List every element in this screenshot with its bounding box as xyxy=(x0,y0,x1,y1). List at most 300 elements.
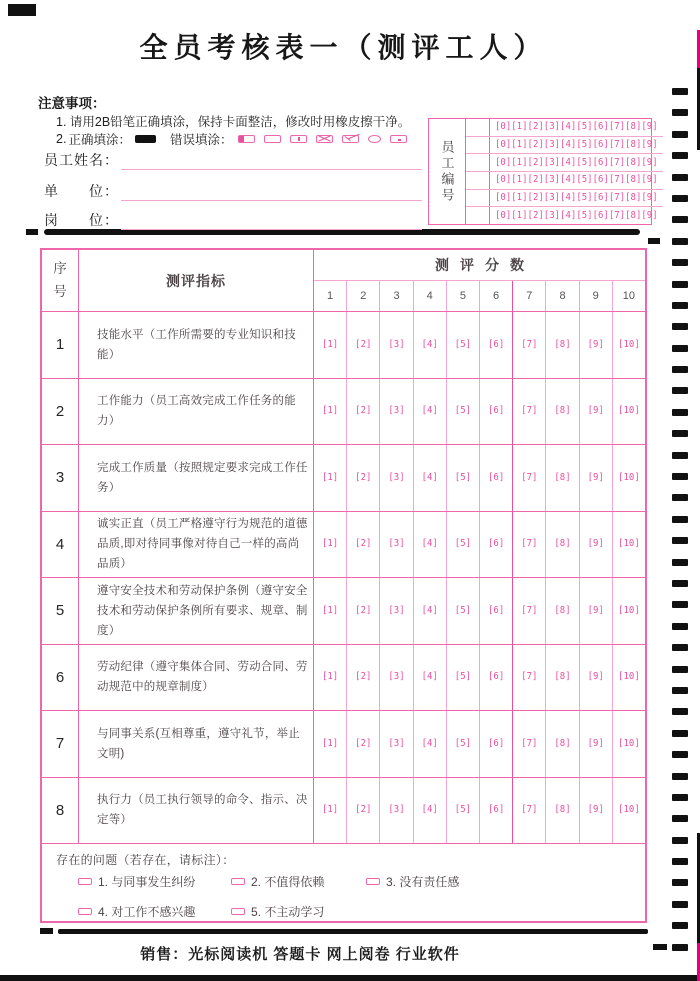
problem-option xyxy=(231,903,324,920)
employee-id-bubble-strip xyxy=(490,207,663,224)
score-bubble[interactable]: [7] xyxy=(521,472,538,484)
score-cell xyxy=(512,445,545,511)
score-cell xyxy=(379,445,412,511)
timing-mark xyxy=(672,323,688,330)
score-bubble[interactable]: [4] xyxy=(421,405,438,417)
score-bubble[interactable]: [7] xyxy=(521,738,538,750)
score-bubble[interactable]: [4] xyxy=(421,804,438,816)
score-bubble[interactable]: [9] xyxy=(587,605,604,617)
score-bubble[interactable]: [5] xyxy=(454,671,472,683)
employee-name-label: 员工姓名： xyxy=(44,152,119,168)
employee-id-bubble[interactable]: [8] xyxy=(625,139,642,151)
score-cell xyxy=(413,645,446,711)
employee-id-bubble[interactable]: [4] xyxy=(560,121,577,133)
table-row xyxy=(42,778,645,845)
employee-id-bubble[interactable]: [3] xyxy=(543,210,561,222)
score-cell xyxy=(612,312,645,378)
score-bubble[interactable]: [2] xyxy=(355,671,372,683)
employee-id-bubble[interactable]: [2] xyxy=(527,121,544,133)
score-column-number: 8 xyxy=(545,281,578,311)
timing-mark xyxy=(672,281,688,288)
timing-mark xyxy=(672,666,688,673)
problem-checkbox-2[interactable] xyxy=(231,878,245,885)
timing-mark xyxy=(672,687,688,694)
employee-id-bubble[interactable]: [9] xyxy=(641,157,658,169)
score-cell xyxy=(612,445,645,511)
score-bubble[interactable]: [4] xyxy=(421,605,438,617)
score-bubble[interactable]: [4] xyxy=(421,339,438,351)
employee-id-bubble[interactable]: [8] xyxy=(625,192,642,204)
score-bubble[interactable]: [7] xyxy=(521,605,538,617)
score-column-number: 5 xyxy=(446,281,479,311)
score-bubble[interactable]: [10] xyxy=(618,605,640,617)
timing-mark xyxy=(672,259,688,266)
employee-id-bubble[interactable]: [7] xyxy=(608,139,626,151)
score-cell xyxy=(512,578,545,644)
score-bubble[interactable]: [3] xyxy=(388,339,405,351)
score-bubble[interactable]: [1] xyxy=(321,804,339,816)
score-bubble[interactable]: [8] xyxy=(554,538,571,550)
score-cell xyxy=(545,312,578,378)
score-cell xyxy=(479,512,512,578)
problem-option xyxy=(231,873,366,890)
employee-id-write-cell[interactable] xyxy=(466,119,490,136)
timing-mark xyxy=(672,559,688,566)
timing-mark xyxy=(672,216,688,223)
row-number: 4 xyxy=(42,512,79,578)
vline-rect-icon xyxy=(290,135,307,143)
employee-id-row xyxy=(466,137,663,155)
score-bubble[interactable]: [3] xyxy=(388,738,405,750)
employee-id-bubble[interactable]: [2] xyxy=(527,139,544,151)
score-bubble[interactable]: [6] xyxy=(487,538,505,550)
problem-checkbox-5[interactable] xyxy=(231,908,245,915)
score-cell xyxy=(314,645,346,711)
score-bubble[interactable]: [10] xyxy=(618,538,640,550)
score-bubble[interactable]: [7] xyxy=(521,405,538,417)
score-cell xyxy=(446,645,479,711)
score-bubble[interactable]: [2] xyxy=(355,605,372,617)
indicator-column-header: 测评指标 xyxy=(79,250,314,311)
vendor-footer: 销售：光标阅读机 答题卡 网上阅卷 行业软件 xyxy=(140,946,460,963)
employee-id-bubble[interactable]: [5] xyxy=(576,192,593,204)
note-2-number: 2. xyxy=(56,132,67,146)
problem-checkbox-4[interactable] xyxy=(78,908,92,915)
timing-mark xyxy=(672,195,688,202)
employee-id-bubble[interactable]: [4] xyxy=(560,210,577,222)
score-cell xyxy=(446,312,479,378)
employee-id-bubble[interactable]: [4] xyxy=(560,157,577,169)
employee-id-bubble[interactable]: [9] xyxy=(641,192,658,204)
score-cell xyxy=(579,711,612,777)
employee-id-bubble[interactable]: [7] xyxy=(608,121,626,133)
score-bubble[interactable]: [2] xyxy=(355,538,372,550)
score-bubble[interactable]: [9] xyxy=(587,538,604,550)
timing-mark xyxy=(672,623,688,630)
employee-id-bubble[interactable]: [0] xyxy=(495,139,512,151)
timing-mark xyxy=(672,131,688,138)
score-bubble[interactable]: [8] xyxy=(554,804,571,816)
timing-mark xyxy=(672,430,688,437)
timing-mark xyxy=(672,387,688,394)
employee-id-bubble[interactable]: [5] xyxy=(576,139,593,151)
employee-id-bubble[interactable]: [0] xyxy=(495,121,512,133)
employee-id-bubble[interactable]: [9] xyxy=(641,174,658,186)
employee-id-bubble[interactable]: [4] xyxy=(560,139,577,151)
notes-heading: 注意事项： xyxy=(38,96,106,111)
corner-registration-mark xyxy=(8,4,36,16)
employee-id-bubble[interactable]: [7] xyxy=(608,192,626,204)
employee-id-bubble[interactable]: [5] xyxy=(576,210,593,222)
table-row xyxy=(42,312,645,379)
score-bubble[interactable]: [5] xyxy=(454,405,472,417)
score-bubble[interactable]: [1] xyxy=(321,605,339,617)
table-row xyxy=(42,711,645,778)
indicator-text: 工作能力（员工高效完成工作任务的能力） xyxy=(79,379,314,445)
timing-mark xyxy=(672,366,688,373)
employee-id-bubble[interactable]: [0] xyxy=(495,174,512,186)
score-bubble[interactable]: [3] xyxy=(388,405,405,417)
employee-id-bubble[interactable]: [6] xyxy=(592,139,609,151)
employee-id-bubble[interactable]: [1] xyxy=(511,121,528,133)
score-bubble[interactable]: [1] xyxy=(321,405,339,417)
employee-id-bubble[interactable]: [3] xyxy=(543,174,561,186)
score-cell xyxy=(379,778,412,844)
score-bubble[interactable]: [8] xyxy=(554,405,571,417)
unit-input-line[interactable] xyxy=(121,186,422,201)
timing-mark xyxy=(672,944,688,951)
score-cell xyxy=(512,512,545,578)
score-bubble[interactable]: [1] xyxy=(321,738,339,750)
score-bubble[interactable]: [1] xyxy=(321,671,339,683)
employee-id-bubble[interactable]: [6] xyxy=(592,157,609,169)
score-bubble[interactable]: [8] xyxy=(554,738,571,750)
score-cell xyxy=(479,778,512,844)
score-bubble[interactable]: [7] xyxy=(521,671,538,683)
score-bubble[interactable]: [3] xyxy=(388,605,405,617)
employee-id-bubble[interactable]: [6] xyxy=(592,210,609,222)
score-cell xyxy=(612,645,645,711)
sync-mark-bottom-left xyxy=(40,928,53,934)
score-bubble[interactable]: [9] xyxy=(587,405,604,417)
timing-mark xyxy=(672,601,688,608)
employee-id-bubble[interactable]: [3] xyxy=(543,139,561,151)
timing-mark xyxy=(672,644,688,651)
indicator-text: 完成工作质量（按照规定要求完成工作任务） xyxy=(79,445,314,511)
indicator-text: 与同事关系(互相尊重，遵守礼节，举止文明) xyxy=(79,711,314,777)
employee-id-bubble[interactable]: [2] xyxy=(527,174,544,186)
employee-id-bubble[interactable]: [7] xyxy=(608,157,626,169)
score-bubble[interactable]: [8] xyxy=(554,472,571,484)
problem-option xyxy=(78,903,231,920)
row-number: 8 xyxy=(42,778,79,844)
post-label: 岗 位： xyxy=(44,212,119,228)
empty-rect-icon xyxy=(264,135,281,143)
score-cell xyxy=(579,512,612,578)
post-field xyxy=(44,210,422,230)
cross-rect-icon xyxy=(316,135,333,143)
employee-id-bubble[interactable]: [0] xyxy=(495,157,512,169)
score-cell xyxy=(579,445,612,511)
score-cell xyxy=(314,778,346,844)
score-bubble[interactable]: [4] xyxy=(421,538,438,550)
employee-id-bubble[interactable]: [7] xyxy=(608,210,626,222)
score-cell xyxy=(413,379,446,445)
employee-id-bubble[interactable]: [0] xyxy=(495,210,512,222)
score-bubble[interactable]: [7] xyxy=(521,804,538,816)
employee-id-bubble[interactable]: [3] xyxy=(543,121,561,133)
score-cell xyxy=(413,778,446,844)
score-bubble[interactable]: [9] xyxy=(587,804,604,816)
score-cell xyxy=(545,645,578,711)
indicator-text: 技能水平（工作所需要的专业知识和技能） xyxy=(79,312,314,378)
score-cell xyxy=(379,379,412,445)
score-cell xyxy=(413,578,446,644)
timing-mark xyxy=(672,858,688,865)
score-cell xyxy=(579,778,612,844)
timing-mark xyxy=(672,837,688,844)
problem-option xyxy=(78,873,231,890)
filled-rect-icon xyxy=(135,135,156,143)
score-cell xyxy=(346,512,379,578)
score-bubble[interactable]: [9] xyxy=(587,738,604,750)
score-bubble[interactable]: [5] xyxy=(454,339,472,351)
employee-id-bubble[interactable]: [1] xyxy=(511,157,528,169)
score-cell xyxy=(314,312,346,378)
indicator-text: 执行力（员工执行领导的命令、指示、决定等） xyxy=(79,778,314,844)
problem-label: 2. 不值得依赖 xyxy=(251,875,325,889)
employee-name-input-line[interactable] xyxy=(121,155,422,170)
score-cell xyxy=(379,645,412,711)
employee-id-bubble[interactable]: [0] xyxy=(495,192,512,204)
employee-id-bubble[interactable]: [5] xyxy=(576,121,593,133)
timing-mark xyxy=(672,238,688,245)
problem-label: 4. 对工作不感兴趣 xyxy=(98,905,196,919)
score-bubble[interactable]: [8] xyxy=(554,671,571,683)
employee-id-bubble[interactable]: [5] xyxy=(576,157,593,169)
indicator-text: 遵守安全技术和劳动保护条例（遵守安全技术和劳动保护条例所有要求、规章、制度） xyxy=(79,578,314,644)
score-cell xyxy=(545,379,578,445)
employee-id-bubble[interactable]: [8] xyxy=(625,174,642,186)
score-column-number: 10 xyxy=(612,281,645,311)
score-cell xyxy=(512,312,545,378)
score-cell xyxy=(346,645,379,711)
employee-id-bubble[interactable]: [3] xyxy=(543,157,561,169)
score-bubble[interactable]: [3] xyxy=(388,804,405,816)
sync-line-bottom xyxy=(58,929,648,934)
employee-id-write-cell[interactable] xyxy=(466,154,490,171)
score-bubble[interactable]: [7] xyxy=(521,538,538,550)
score-bubble[interactable]: [2] xyxy=(355,472,372,484)
score-bubble[interactable]: [1] xyxy=(321,472,339,484)
score-cell xyxy=(314,512,346,578)
score-bubble[interactable]: [6] xyxy=(487,472,505,484)
score-bubble[interactable]: [8] xyxy=(554,339,571,351)
employee-id-bubble[interactable]: [9] xyxy=(641,139,658,151)
problem-option xyxy=(366,873,459,890)
check-rect-icon xyxy=(342,135,359,143)
timing-mark xyxy=(672,473,688,480)
table-row xyxy=(42,379,645,446)
score-bubble[interactable]: [10] xyxy=(618,405,640,417)
score-bubble[interactable]: [3] xyxy=(388,671,405,683)
score-bubble[interactable]: [2] xyxy=(355,405,372,417)
post-input-line[interactable] xyxy=(121,215,422,230)
score-cell xyxy=(379,578,412,644)
score-bubble[interactable]: [5] xyxy=(454,804,472,816)
problem-checkbox-1[interactable] xyxy=(78,878,92,885)
employee-id-bubble[interactable]: [1] xyxy=(511,210,528,222)
row-number: 7 xyxy=(42,711,79,777)
correct-fill-label: 正确填涂： xyxy=(68,133,131,147)
score-bubble[interactable]: [6] xyxy=(487,339,505,351)
sync-mark-left xyxy=(26,229,38,235)
score-bubble[interactable]: [10] xyxy=(618,472,640,484)
score-cell xyxy=(479,312,512,378)
score-bubble[interactable]: [2] xyxy=(355,339,372,351)
employee-id-row xyxy=(466,119,663,137)
timing-mark xyxy=(672,109,688,116)
problems-row-1 xyxy=(78,873,645,890)
score-cell xyxy=(346,711,379,777)
employee-id-write-cell[interactable] xyxy=(466,172,490,189)
score-cell xyxy=(545,578,578,644)
problems-row-2 xyxy=(78,903,645,920)
score-cell xyxy=(612,379,645,445)
employee-id-bubble[interactable]: [2] xyxy=(527,192,544,204)
employee-id-bubble[interactable]: [1] xyxy=(511,139,528,151)
indicator-text: 劳动纪律（遵守集体合同、劳动合同、劳动规范中的规章制度） xyxy=(79,645,314,711)
score-bubble[interactable]: [10] xyxy=(618,738,640,750)
score-bubble[interactable]: [10] xyxy=(618,671,640,683)
score-bubble[interactable]: [7] xyxy=(521,339,538,351)
score-cell xyxy=(346,778,379,844)
employee-id-bubble[interactable]: [8] xyxy=(625,210,642,222)
score-cell xyxy=(379,312,412,378)
employee-id-bubble[interactable]: [3] xyxy=(543,192,561,204)
left-filled-rect-icon xyxy=(238,135,255,143)
employee-id-label: 员工编号 xyxy=(429,119,466,224)
employee-id-row xyxy=(466,154,663,172)
score-bubble[interactable]: [6] xyxy=(487,605,505,617)
score-bubble[interactable]: [9] xyxy=(587,472,604,484)
no-column-header: 序号 xyxy=(42,250,79,311)
employee-id-write-cell[interactable] xyxy=(466,190,490,207)
table-rows xyxy=(42,312,645,844)
score-cell xyxy=(413,512,446,578)
timing-mark xyxy=(672,773,688,780)
score-bubble[interactable]: [2] xyxy=(355,804,372,816)
sync-mark-right xyxy=(648,238,660,244)
score-bubble[interactable]: [6] xyxy=(487,738,505,750)
page-title: 全员考核表一（测评工人） xyxy=(139,32,548,63)
employee-id-bubble[interactable]: [5] xyxy=(576,174,593,186)
employee-id-bubble[interactable]: [4] xyxy=(560,192,577,204)
score-cell xyxy=(512,645,545,711)
employee-id-bubble-strip xyxy=(490,190,663,207)
employee-id-bubble[interactable]: [1] xyxy=(511,192,528,204)
score-bubble[interactable]: [8] xyxy=(554,605,571,617)
score-bubble[interactable]: [6] xyxy=(487,671,505,683)
score-cell xyxy=(346,312,379,378)
score-bubble[interactable]: [3] xyxy=(388,472,405,484)
score-cell xyxy=(314,379,346,445)
timing-mark xyxy=(672,815,688,822)
score-bubble[interactable]: [5] xyxy=(454,605,472,617)
employee-id-bubble[interactable]: [1] xyxy=(511,174,528,186)
dot-rect-icon xyxy=(390,135,407,143)
timing-mark xyxy=(672,302,688,309)
wrong-marks xyxy=(238,135,407,143)
score-bubble[interactable]: [2] xyxy=(355,738,372,750)
score-bubble[interactable]: [10] xyxy=(618,339,640,351)
score-bubble[interactable]: [9] xyxy=(587,339,604,351)
employee-id-bubble-strip xyxy=(490,137,663,154)
note-line-2 xyxy=(56,130,407,148)
score-bubble[interactable]: [9] xyxy=(587,671,604,683)
score-cell xyxy=(314,711,346,777)
score-bubble[interactable]: [1] xyxy=(321,339,339,351)
score-cell xyxy=(512,778,545,844)
employee-id-bubble[interactable]: [2] xyxy=(527,210,544,222)
employee-id-bubble[interactable]: [6] xyxy=(592,192,609,204)
employee-id-bubble[interactable]: [9] xyxy=(641,210,658,222)
employee-id-block xyxy=(428,118,658,225)
employee-id-bubble-strip xyxy=(490,119,663,136)
score-bubble[interactable]: [10] xyxy=(618,804,640,816)
row-number: 1 xyxy=(42,312,79,378)
score-column-number: 6 xyxy=(479,281,512,311)
score-bubble[interactable]: [5] xyxy=(454,538,472,550)
score-cell xyxy=(446,778,479,844)
score-bubble[interactable]: [3] xyxy=(388,538,405,550)
score-cell xyxy=(612,711,645,777)
timing-mark xyxy=(672,516,688,523)
score-cell xyxy=(512,379,545,445)
score-bubble[interactable]: [6] xyxy=(487,405,505,417)
employee-id-write-cell[interactable] xyxy=(466,207,490,224)
score-cell xyxy=(612,512,645,578)
employee-id-bubble[interactable]: [4] xyxy=(560,174,577,186)
score-bubble[interactable]: [5] xyxy=(454,472,472,484)
problem-checkbox-3[interactable] xyxy=(366,878,380,885)
score-cell xyxy=(446,379,479,445)
score-bubble[interactable]: [4] xyxy=(421,671,438,683)
employee-id-bubble[interactable]: [9] xyxy=(641,121,658,133)
employee-id-bubble[interactable]: [6] xyxy=(592,174,609,186)
page-bottom-edge xyxy=(0,975,700,981)
score-cell xyxy=(413,312,446,378)
employee-id-bubble[interactable]: [7] xyxy=(608,174,626,186)
score-bubble[interactable]: [1] xyxy=(321,538,339,550)
employee-id-write-cell[interactable] xyxy=(466,137,490,154)
unit-field xyxy=(44,181,422,201)
score-bubble[interactable]: [6] xyxy=(487,804,505,816)
employee-id-bubble[interactable]: [8] xyxy=(625,121,642,133)
table-header xyxy=(42,250,645,312)
employee-id-bubble[interactable]: [6] xyxy=(592,121,609,133)
score-cell xyxy=(479,578,512,644)
score-column-number: 3 xyxy=(379,281,412,311)
problems-section xyxy=(42,844,645,920)
score-column-numbers xyxy=(314,280,645,311)
score-bubble[interactable]: [4] xyxy=(421,738,438,750)
score-bubble[interactable]: [4] xyxy=(421,472,438,484)
employee-id-bubble[interactable]: [2] xyxy=(527,157,544,169)
employee-id-bubble[interactable]: [8] xyxy=(625,157,642,169)
score-bubble[interactable]: [5] xyxy=(454,738,472,750)
score-cell xyxy=(479,379,512,445)
